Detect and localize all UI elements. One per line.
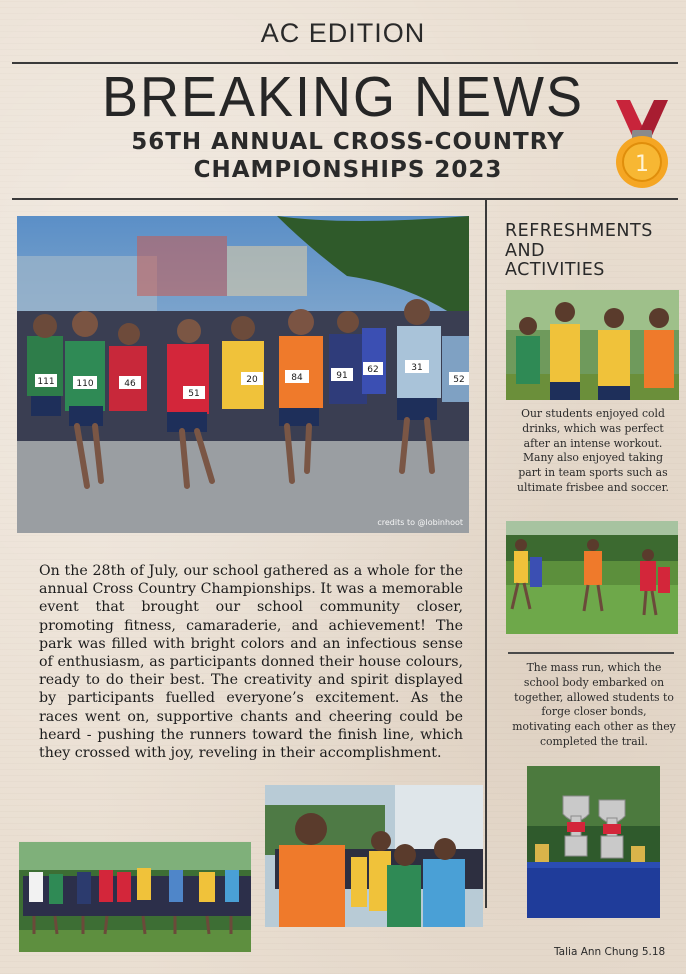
runners-closeup-photo <box>265 785 483 927</box>
sidebar-title-line-3: ACTIVITIES <box>505 260 605 280</box>
bib-62: 62 <box>367 365 379 375</box>
main-race-photo <box>17 216 469 533</box>
bib-84: 84 <box>291 373 303 383</box>
sidebar-rule <box>508 652 674 654</box>
start-line-photo <box>19 842 251 952</box>
photo-credit: credits to @lobinhoot <box>377 518 463 527</box>
sidebar-title <box>505 222 680 281</box>
sidebar-title-line-1: REFRESHMENTS <box>505 221 653 241</box>
bib-110: 110 <box>76 379 94 389</box>
bib-91: 91 <box>336 371 348 381</box>
gold-medal-icon <box>612 100 672 192</box>
bib-20: 20 <box>246 375 258 385</box>
bib-111: 111 <box>37 377 55 387</box>
frisbee-photo <box>506 521 678 634</box>
header-bottom-rule <box>12 198 678 200</box>
author-credit: Talia Ann Chung 5.18 <box>554 946 666 958</box>
bib-31: 31 <box>411 363 423 373</box>
article-body: On the 28th of July, our school gathered as a whole for the annual Cross Country Championships. It was a memorable event that brought our school community closer, promoting fitness, camaraderie, and achievement! The park was filled with bright colors and an infectious sense of enthusiasm, as participants donned their house colours, ready to do their best. The creativity and spirit displayed by participants fuelled everyone’s excitement. As the races went on, supportive chants and cheering could be heard - pushing the runners toward the finish line, which they crossed with joy, reveling in their accomplishment. <box>39 563 463 762</box>
edition-label: AC EDITION <box>260 18 426 48</box>
trophies-photo <box>527 766 660 918</box>
bib-52: 52 <box>453 375 465 385</box>
medal-number: 1 <box>635 152 649 177</box>
subheadline-line-2: CHAMPIONSHIPS 2023 <box>193 157 503 183</box>
refreshments-photo <box>506 290 679 400</box>
bib-51: 51 <box>188 389 200 399</box>
column-divider <box>485 200 487 908</box>
mass-run-caption: The mass run, which the school body embarked on together, allowed students to forge closer bonds, motivating each other as they completed the trail. <box>512 661 676 748</box>
subheadline <box>60 128 636 184</box>
subheadline-line-1: 56TH ANNUAL CROSS-COUNTRY <box>131 129 565 155</box>
bib-46: 46 <box>124 379 136 389</box>
refreshments-caption: Our students enjoyed cold drinks, which was perfect after an intense workout. Many also enjoyed taking part in team sports such as ultimate frisbee and soccer. <box>517 407 669 494</box>
sidebar-title-line-2: AND <box>505 240 546 261</box>
headline: BREAKING NEWS <box>101 65 585 129</box>
